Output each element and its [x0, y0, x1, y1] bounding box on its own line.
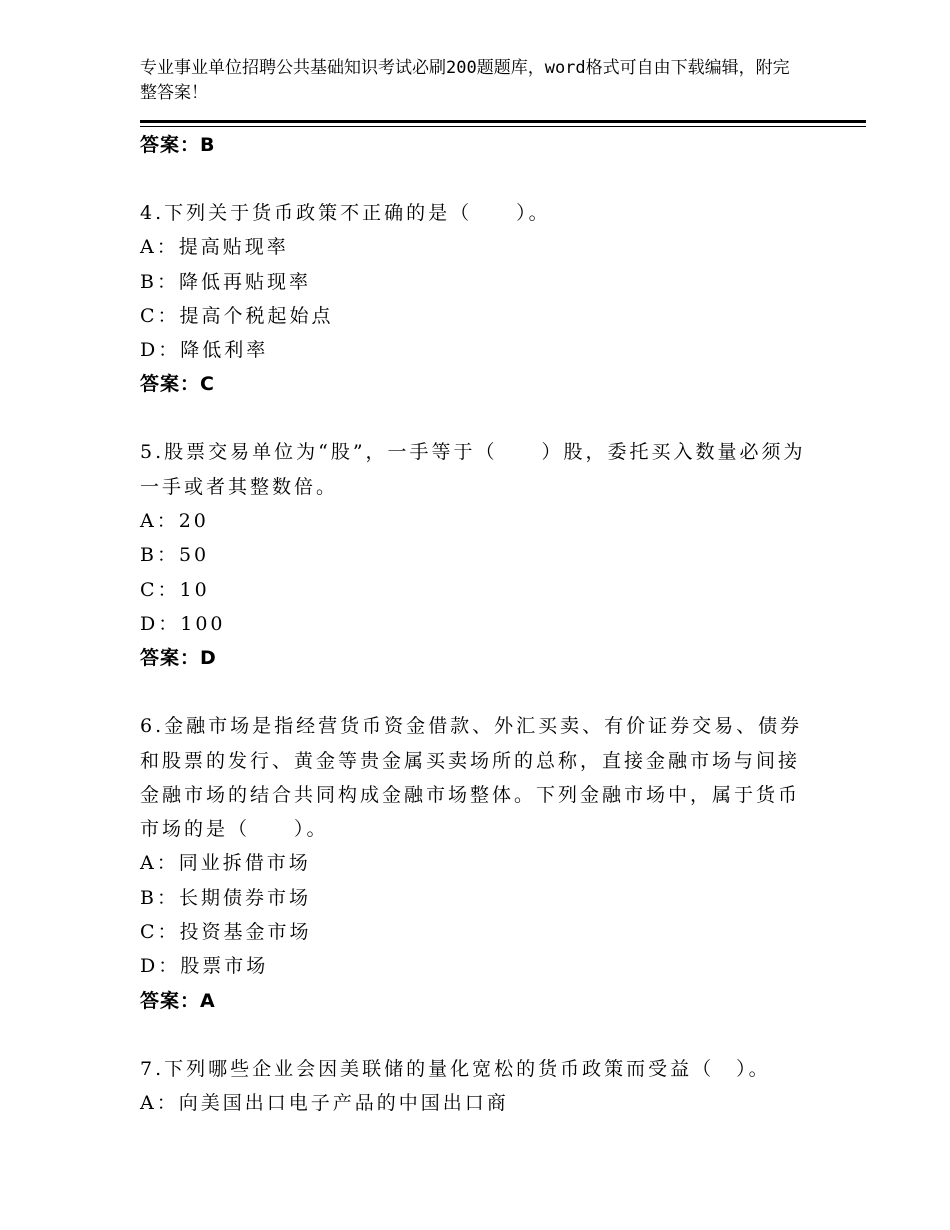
option-a: A：同业拆借市场	[140, 852, 311, 875]
option-a: A：向美国出口电子产品的中国出口商	[140, 1091, 509, 1114]
answer-q3: 答案：B	[140, 134, 216, 156]
page-header: 专业事业单位招聘公共基础知识考试必刷200题题库，word格式可自由下载编辑，附完整答案！	[140, 58, 790, 103]
question-content	[140, 128, 810, 1120]
option-a: A：提高贴现率	[140, 236, 289, 259]
spacer	[140, 675, 810, 709]
question-block-7	[140, 1052, 810, 1121]
question-stem: 7.下列哪些企业会因美联储的量化宽松的货币政策而受益（ ）。	[140, 1057, 771, 1080]
spacer	[140, 1018, 810, 1052]
option-b: B：长期债券市场	[140, 886, 311, 909]
question-stem: 4.下列关于货币政策不正确的是（ ）。	[140, 202, 551, 224]
option-d: D：降低利率	[140, 339, 269, 362]
header-rule-thin	[140, 126, 866, 127]
question-block-4	[140, 196, 810, 401]
option-d: D：股票市场	[140, 955, 269, 978]
spacer	[140, 162, 810, 196]
option-a: A：20	[140, 510, 209, 533]
answer-label: 答案：A	[140, 989, 216, 1012]
question-stem: 6.金融市场是指经营货币资金借款、外汇买卖、有价证券交易、债券和股票的发行、黄金等贵金属买卖场所的总称，直接金融市场与间接金融市场的结合共同构成金融市场整体。下列金融市场中，属于货币市场的是（ ）。	[140, 715, 803, 841]
answer-label: 答案：C	[140, 373, 215, 396]
option-c: C：提高个税起始点	[140, 304, 334, 327]
option-b: B：降低再贴现率	[140, 270, 311, 293]
answer-label: 答案：D	[140, 647, 217, 670]
option-c: C：10	[140, 578, 210, 601]
question-stem: 5.股票交易单位为“股”，一手等于（ ）股，委托买入数量必须为一手或者其整数倍。	[140, 441, 806, 498]
question-block-6	[140, 709, 810, 1017]
option-b: B：50	[140, 544, 210, 567]
question-block-5	[140, 435, 810, 675]
header-rule-thick	[140, 120, 866, 123]
option-d: D：100	[140, 612, 226, 635]
spacer	[140, 401, 810, 435]
option-c: C：投资基金市场	[140, 921, 312, 944]
